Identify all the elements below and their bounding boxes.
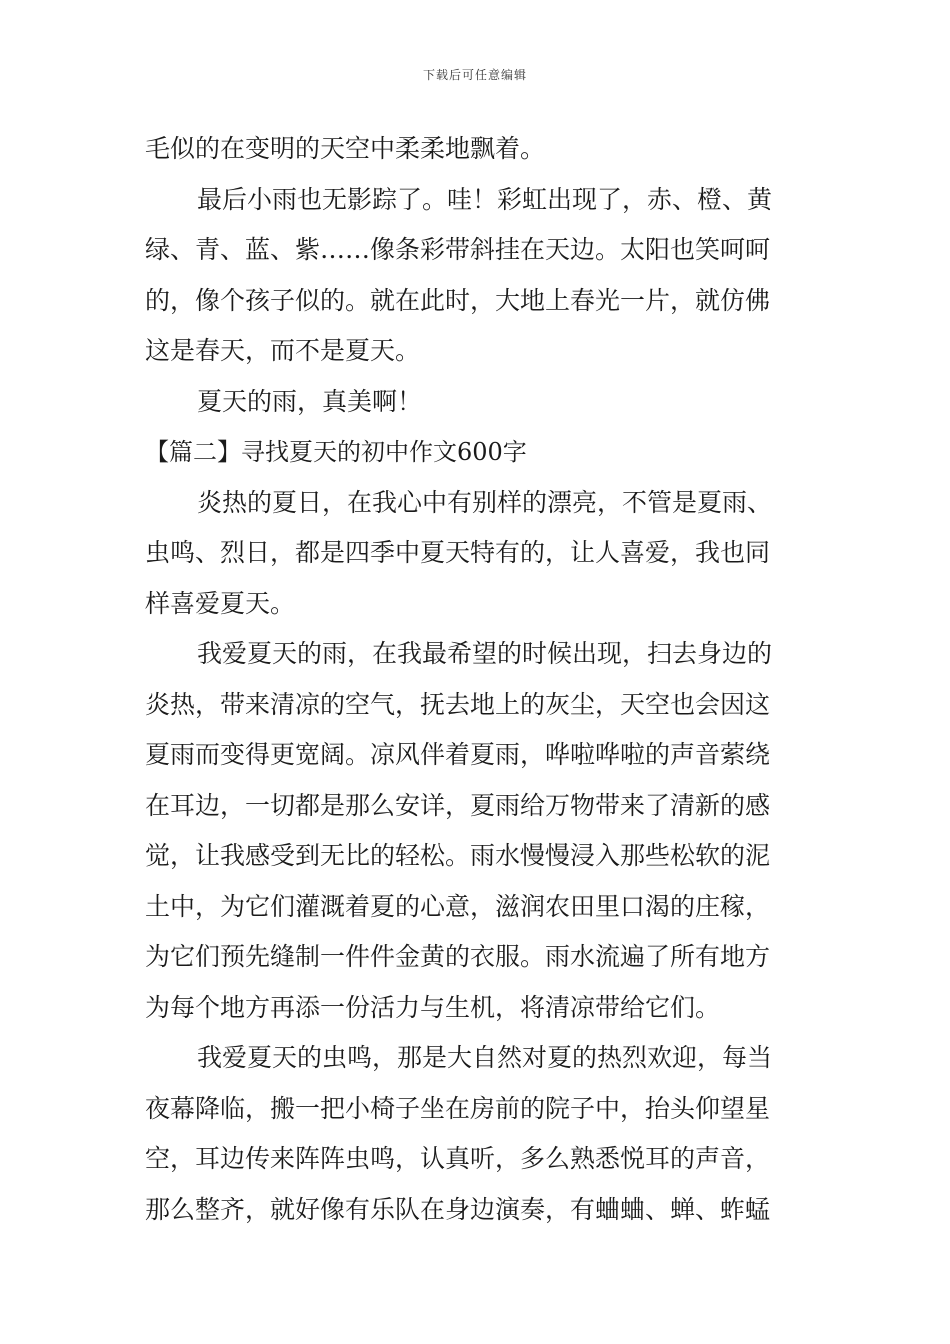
text-line: 土中，为它们灌溉着夏的心意，滋润农田里口渴的庄稼， <box>145 891 771 921</box>
text-line: 夏天的雨，真美啊！ <box>197 386 423 416</box>
text-line: 毛似的在变明的天空中柔柔地飘着。 <box>145 134 546 163</box>
text-line: 我爱夏天的虫鸣，那是大自然对夏的热烈欢迎，每当 <box>197 1043 773 1072</box>
text-line: 夜幕降临，搬一把小椅子坐在房前的院子中，抬头仰望星 <box>145 1093 771 1123</box>
text-line: 炎热的夏日，在我心中有别样的漂亮，不管是夏雨、 <box>197 487 773 517</box>
text-line: 空，耳边传来阵阵虫鸣，认真听，多么熟悉悦耳的声音， <box>145 1144 771 1173</box>
text-line: 最后小雨也无影踪了。哇！彩虹出现了，赤、橙、黄 <box>197 184 773 214</box>
page-header: 下载后可任意编辑 <box>422 68 527 82</box>
text-line: 觉，让我感受到无比的轻松。雨水慢慢浸入那些松软的泥 <box>145 841 771 870</box>
text-line: 为它们预先缝制一件件金黄的衣服。雨水流遍了所有地方 <box>145 942 771 971</box>
text-line: 的，像个孩子似的。就在此时，大地上春光一片，就仿佛 <box>145 285 771 315</box>
document-body <box>145 124 817 1235</box>
text-line: 这是春天，而不是夏天。 <box>145 336 421 365</box>
text-line: 我爱夏天的雨，在我最希望的时候出现，扫去身边的 <box>197 639 773 668</box>
text-line: 那么整齐，就好像有乐队在身边演奏，有蛐蛐、蝉、蚱蜢 <box>145 1194 771 1224</box>
text-line: 在耳边，一切都是那么安详，夏雨给万物带来了清新的感 <box>145 790 771 820</box>
section-title: 【篇二】寻找夏天的初中作文600字 <box>145 438 527 466</box>
text-line: 样喜爱夏天。 <box>145 588 296 618</box>
text-line: 为每个地方再添一份活力与生机，将清凉带给它们。 <box>145 992 721 1022</box>
text-line: 虫鸣、烈日，都是四季中夏天特有的，让人喜爱，我也同 <box>145 538 771 567</box>
text-line: 夏雨而变得更宽阔。凉风伴着夏雨，哗啦哗啦的声音萦绕 <box>145 740 771 769</box>
text-line: 炎热，带来清凉的空气，抚去地上的灰尘，天空也会因这 <box>145 689 771 719</box>
text-line: 绿、青、蓝、紫……像条彩带斜挂在天边。太阳也笑呵呵 <box>145 235 771 264</box>
